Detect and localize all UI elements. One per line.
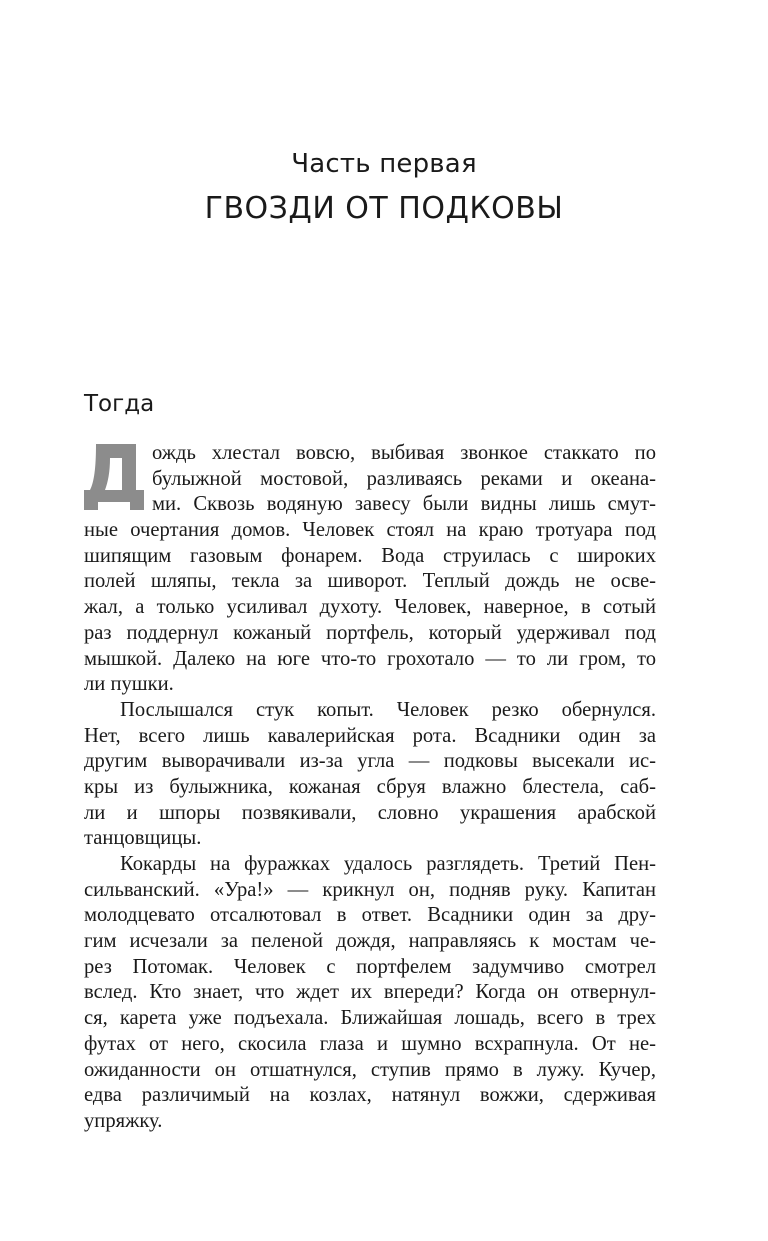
text-line: упряжку. <box>84 1109 163 1132</box>
text-line: футах от него, скосила глаза и шумно всхрапнула. От не- <box>84 1032 656 1055</box>
text-line: танцовщицы. <box>84 827 202 850</box>
text-line: ли пушки. <box>84 673 174 696</box>
text-line: гим исчезали за пеленой дождя, направляясь к мостам че- <box>84 930 656 953</box>
body-text <box>84 441 656 1135</box>
text-line: ные очертания домов. Человек стоял на краю тротуара под <box>84 519 656 542</box>
text-line: кры из булыжника, кожаная сбруя влажно блестела, саб- <box>84 775 656 798</box>
text-line: Послышался стук копыт. Человек резко обернулся. <box>120 698 656 721</box>
text-line: мышкой. Далеко на юге что-то грохотало — то ли гром, то <box>84 647 656 670</box>
text-line: рез Потомак. Человек с портфелем задумчиво смотрел <box>84 955 656 978</box>
text-line: вслед. Кто знает, что ждет их впереди? Когда он отвернул- <box>84 981 656 1004</box>
text-line: ми. Сквозь водяную завесу были видны лишь смут- <box>152 493 656 516</box>
part-label: Часть первая <box>291 149 477 179</box>
text-line: раз поддернул кожаный портфель, который удерживал под <box>84 621 656 644</box>
text-line: ожиданности он отшатнулся, ступив прямо в лужу. Кучер, <box>84 1058 656 1081</box>
text-line: полей шляпы, текла за шиворот. Теплый дождь не осве- <box>84 570 656 593</box>
text-line: другим выворачивали из-за угла — подковы высекали ис- <box>84 750 656 773</box>
text-line: булыжной мостовой, разливаясь реками и океана- <box>152 467 656 490</box>
text-line: Нет, всего лишь кавалерийская рота. Всадники один за <box>84 724 656 747</box>
text-line: шипящим газовым фонарем. Вода струилась с широких <box>84 544 656 567</box>
text-line: молодцевато отсалютовал в ответ. Всадники один за дру- <box>84 904 656 927</box>
text-line: ся, карета уже подъехала. Ближайшая лошадь, всего в трех <box>84 1007 656 1030</box>
part-title: ГВОЗДИ ОТ ПОДКОВЫ <box>204 191 564 226</box>
text-line: едва различимый на козлах, натянул вожжи, сдерживая <box>84 1084 656 1107</box>
text-line: ождь хлестал вовсю, выбивая звонкое стаккато по <box>152 442 656 464</box>
text-line: ли и шпоры позвякивали, словно украшения арабской <box>84 801 656 824</box>
text-line: Кокарды на фуражках удалось разглядеть. Третий Пен- <box>120 853 656 875</box>
text-line: жал, а только усиливал духоту. Человек, наверное, в сотый <box>84 596 656 619</box>
text-line: сильванский. «Ура!» — крикнул он, подняв руку. Капитан <box>84 878 656 901</box>
section-title: Тогда <box>84 391 155 417</box>
